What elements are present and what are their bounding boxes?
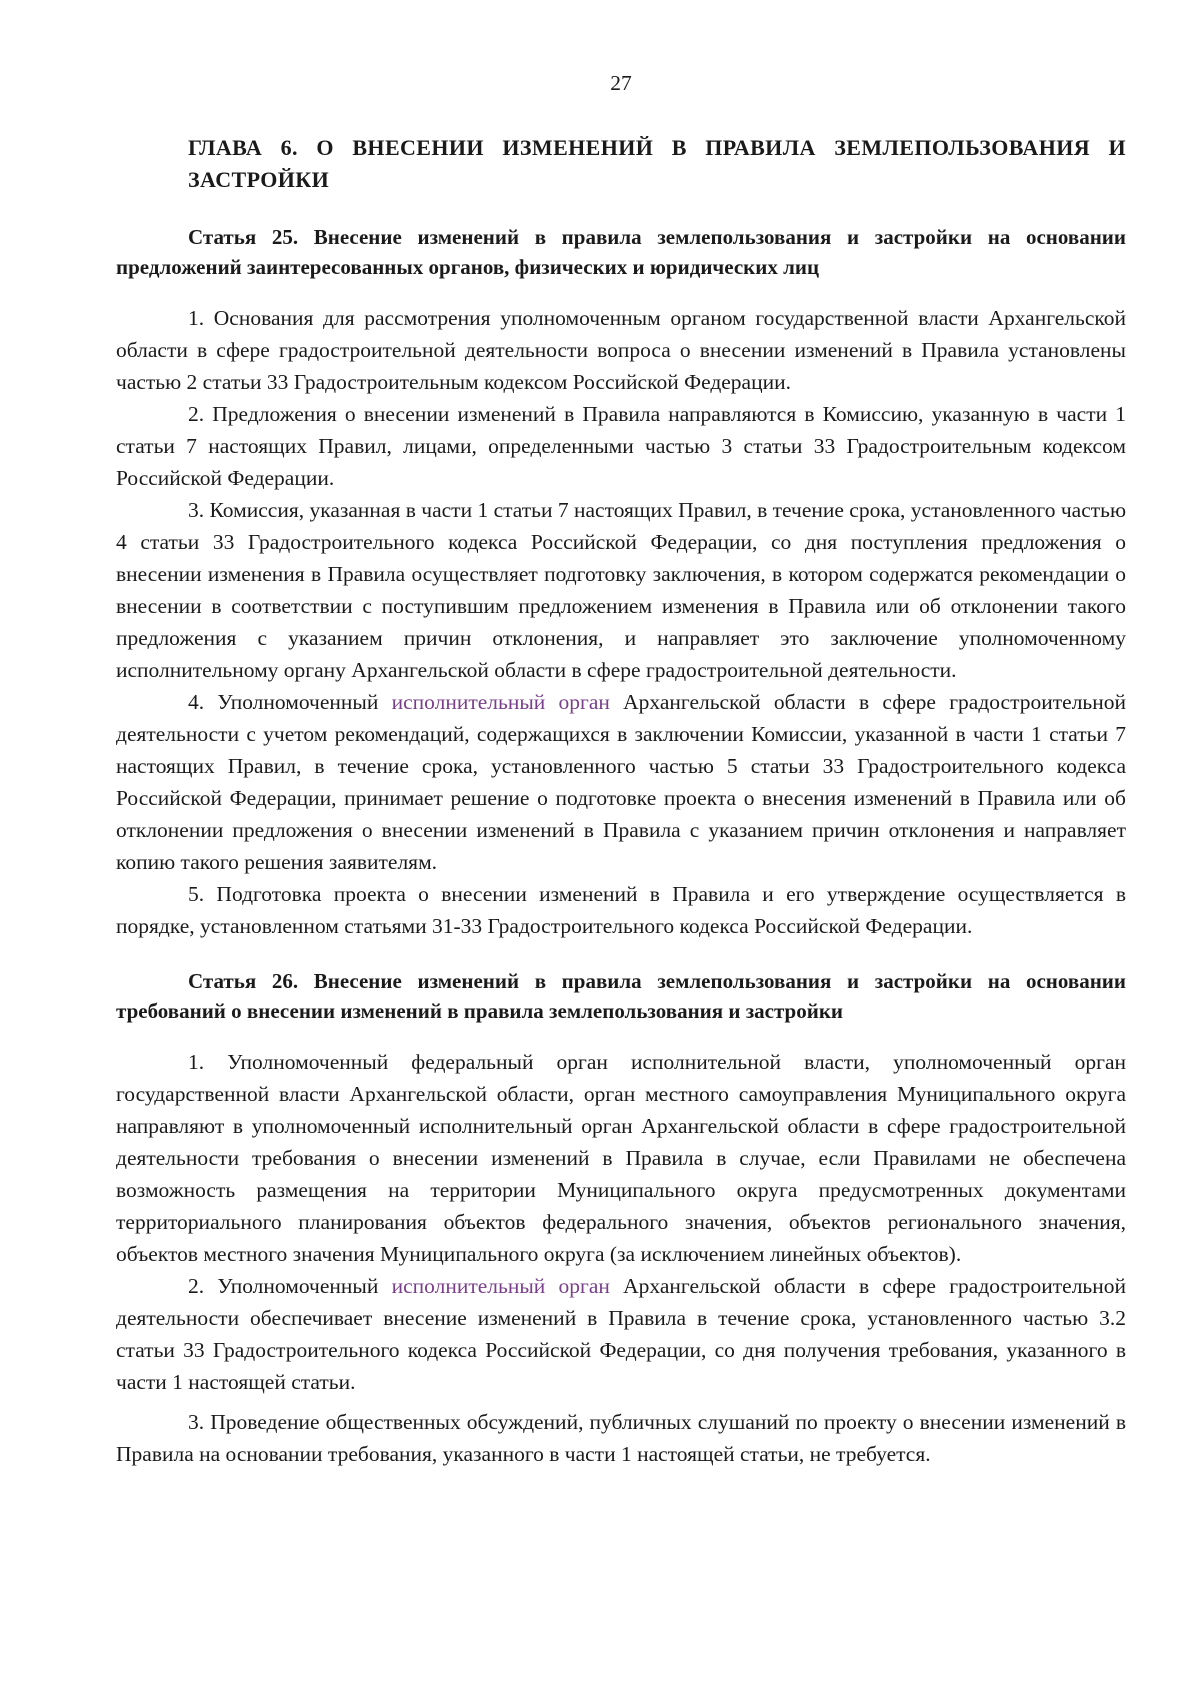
article-26 (116, 966, 1126, 1470)
highlighted-text: исполнительный орган (391, 690, 610, 714)
chapter-title: ГЛАВА 6. О ВНЕСЕНИИ ИЗМЕНЕНИЙ В ПРАВИЛА ЗЕМЛЕПОЛЬЗОВАНИЯ И ЗАСТРОЙКИ (188, 135, 1126, 192)
paragraph-text: 2. Уполномоченный (188, 1274, 392, 1298)
article-26-title: Статья 26. Внесение изменений в правила землепользования и застройки на основании требований о внесении изменений в правила землепользования и застройки (116, 969, 1126, 1023)
article-25-title: Статья 25. Внесение изменений в правила землепользования и застройки на основании предложений заинтересованных органов, физических и юридических лиц (116, 225, 1126, 279)
article-25-paragraph-3: 3. Комиссия, указанная в части 1 статьи 7 настоящих Правил, в течение срока, установленного частью 4 статьи 33 Градостроительного кодекса Российской Федерации, со дня поступления предложения о внесении изменения в Правила осуществляет подготовку заключения, в котором содержатся рекомендации о внесении в соответствии с поступившим предложением изменения в Правила или об отклонении такого предложения с указанием причин отклонения, и направляет это заключение уполномоченному исполнительному органу Архангельской области в сфере градостроительной деятельности. (116, 498, 1126, 682)
article-25-paragraph-5: 5. Подготовка проекта о внесении изменений в Правила и его утверждение осуществляется в порядке, установленном статьями 31-33 Градостроительного кодекса Российской Федерации. (116, 882, 1126, 938)
paragraph-text: Архангельской области в сфере градостроительной деятельности с учетом рекомендаций, содержащихся в заключении Комиссии, указанной в части 1 статьи 7 настоящих Правил, в течение срока, установленного частью 5 статьи 33 Градостроительного кодекса Российской Федерации, принимает решение о подготовке проекта о внесения изменений в Правила или об отклонении предложения о внесении изменений в Правила с указанием причин отклонения и направляет копию такого решения заявителям. (116, 690, 1126, 874)
article-26-paragraph-2 (116, 1270, 1126, 1398)
article-25 (116, 222, 1126, 942)
article-25-paragraph-1: 1. Основания для рассмотрения уполномоченным органом государственной власти Архангельской области в сфере градостроительной деятельности вопроса о внесении изменений в Правила установлены частью 2 статьи 33 Градостроительным кодексом Российской Федерации. (116, 306, 1126, 394)
paragraph-text: Архангельской области в сфере градостроительной деятельности обеспечивает внесение изменений в Правила в течение срока, установленного частью 3.2 статьи 33 Градостроительного кодекса Российской Федерации, со дня получения требования, указанного в части 1 настоящей статьи. (116, 1274, 1126, 1394)
paragraph-text: 4. Уполномоченный (188, 690, 392, 714)
article-25-paragraph-4 (116, 686, 1126, 878)
page-number: 27 (610, 71, 632, 95)
article-25-paragraph-2: 2. Предложения о внесении изменений в Правила направляются в Комиссию, указанную в части 1 статьи 7 настоящих Правил, лицами, определенными частью 3 статьи 33 Градостроительным кодексом Российской Федерации. (116, 402, 1126, 490)
article-26-paragraph-3: 3. Проведение общественных обсуждений, публичных слушаний по проекту о внесении изменений в Правила на основании требования, указанного в части 1 настоящей статьи, не требуется. (116, 1410, 1126, 1466)
article-26-paragraph-1: 1. Уполномоченный федеральный орган исполнительной власти, уполномоченный орган государственной власти Архангельской области, орган местного самоуправления Муниципального округа направляют в уполномоченный исполнительный орган Архангельской области в сфере градостроительной деятельности требования о внесении изменений в Правила в случае, если Правилами не обеспечена возможность размещения на территории Муниципального округа предусмотренных документами территориального планирования объектов федерального значения, объектов регионального значения, объектов местного значения Муниципального округа (за исключением линейных объектов). (116, 1050, 1126, 1266)
highlighted-text: исполнительный орган (391, 1274, 610, 1298)
